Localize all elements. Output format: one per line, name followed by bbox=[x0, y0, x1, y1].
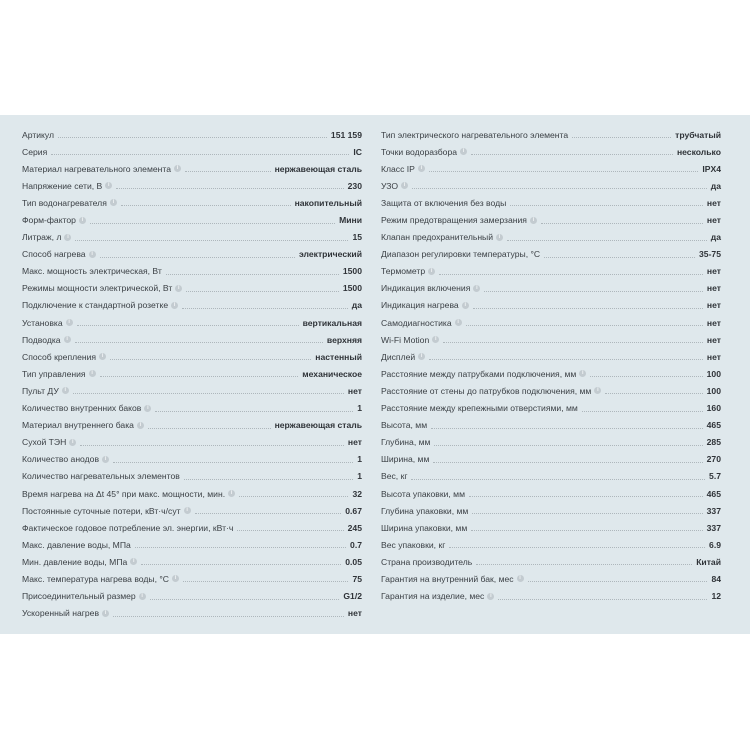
dotted-leader bbox=[237, 530, 343, 531]
spec-label: Вес упаковки, кг bbox=[381, 539, 446, 550]
spec-row bbox=[381, 177, 721, 194]
dotted-leader bbox=[484, 291, 703, 292]
spec-value: 337 bbox=[706, 522, 721, 533]
spec-value: 1 bbox=[357, 403, 362, 414]
spec-value: вертикальная bbox=[302, 317, 362, 328]
spec-label: Подключение к стандартной розетке bbox=[22, 300, 169, 311]
info-icon[interactable]: i bbox=[496, 234, 503, 241]
spec-label: Макс. мощность электрическая, Вт bbox=[22, 266, 162, 277]
spec-value: 465 bbox=[706, 420, 721, 431]
spec-value: IPX4 bbox=[702, 163, 721, 174]
info-icon[interactable]: i bbox=[99, 353, 106, 360]
info-icon[interactable]: i bbox=[102, 456, 109, 463]
dotted-leader bbox=[155, 411, 353, 412]
info-icon[interactable]: i bbox=[62, 387, 69, 394]
spec-row bbox=[381, 194, 721, 211]
dotted-leader bbox=[77, 325, 299, 326]
spec-row bbox=[381, 246, 721, 263]
info-icon[interactable]: i bbox=[64, 336, 71, 343]
dotted-leader bbox=[141, 564, 341, 565]
info-icon[interactable]: i bbox=[79, 217, 86, 224]
spec-value: 6.9 bbox=[709, 539, 721, 550]
spec-value: нержавеющая сталь bbox=[274, 420, 362, 431]
spec-row bbox=[381, 331, 721, 348]
spec-row bbox=[381, 588, 721, 605]
spec-label: Макс. давление воды, МПа bbox=[22, 539, 131, 550]
dotted-leader bbox=[469, 496, 703, 497]
spec-value: 75 bbox=[352, 573, 362, 584]
dotted-leader bbox=[541, 223, 703, 224]
spec-value: настенный bbox=[315, 351, 362, 362]
dotted-leader bbox=[135, 547, 346, 548]
spec-value: 32 bbox=[352, 488, 362, 499]
spec-value: 35-75 bbox=[699, 249, 721, 260]
spec-value: 5.7 bbox=[709, 471, 721, 482]
dotted-leader bbox=[75, 342, 323, 343]
spec-value: 230 bbox=[347, 180, 362, 191]
dotted-leader bbox=[166, 274, 339, 275]
dotted-leader bbox=[473, 308, 703, 309]
dotted-leader bbox=[195, 513, 342, 514]
specs-panel bbox=[0, 115, 750, 634]
spec-label: УЗО bbox=[381, 180, 399, 191]
spec-label: Количество анодов bbox=[22, 454, 100, 465]
spec-row bbox=[22, 570, 362, 587]
spec-label: Установка bbox=[22, 317, 63, 328]
spec-row bbox=[22, 417, 362, 434]
spec-row bbox=[381, 263, 721, 280]
info-icon[interactable]: i bbox=[69, 439, 76, 446]
spec-row bbox=[22, 177, 362, 194]
spec-row bbox=[381, 297, 721, 314]
spec-row bbox=[381, 570, 721, 587]
spec-row bbox=[381, 160, 721, 177]
spec-label: Тип электрического нагревательного элемента bbox=[381, 129, 569, 140]
dotted-leader bbox=[116, 188, 343, 189]
dotted-leader bbox=[150, 599, 340, 600]
dotted-leader bbox=[51, 154, 349, 155]
spec-value: несколько bbox=[676, 146, 721, 157]
spec-label: Сухой ТЭН bbox=[22, 437, 67, 448]
dotted-leader bbox=[434, 445, 702, 446]
info-icon[interactable]: i bbox=[130, 558, 137, 565]
dotted-leader bbox=[439, 274, 703, 275]
spec-value: 151 159 bbox=[330, 129, 362, 140]
spec-label: Тип водонагревателя bbox=[22, 197, 107, 208]
info-icon[interactable]: i bbox=[228, 490, 235, 497]
spec-label: Клапан предохранительный bbox=[381, 232, 494, 243]
spec-value: 12 bbox=[711, 591, 721, 602]
spec-row bbox=[381, 502, 721, 519]
spec-label: Время нагрева на Δt 45° при макс. мощности, мин. bbox=[22, 488, 226, 499]
spec-value: IC bbox=[353, 146, 362, 157]
spec-label: Точки водоразбора bbox=[381, 146, 458, 157]
spec-row bbox=[381, 536, 721, 553]
spec-value: нет bbox=[347, 385, 362, 396]
info-icon[interactable]: i bbox=[432, 336, 439, 343]
dotted-leader bbox=[182, 308, 348, 309]
spec-row bbox=[381, 519, 721, 536]
info-icon[interactable]: i bbox=[517, 575, 524, 582]
spec-value: 100 bbox=[706, 385, 721, 396]
dotted-leader bbox=[466, 325, 703, 326]
spec-value: нет bbox=[706, 283, 721, 294]
spec-label: Фактическое годовое потребление эл. энергии, кВт·ч bbox=[22, 522, 234, 533]
spec-label: Режимы мощности электрической, Вт bbox=[22, 283, 173, 294]
dotted-leader bbox=[443, 342, 703, 343]
spec-label: Форм-фактор bbox=[22, 215, 76, 226]
spec-row bbox=[22, 588, 362, 605]
spec-value: 1500 bbox=[342, 283, 362, 294]
spec-row bbox=[381, 400, 721, 417]
spec-row bbox=[381, 382, 721, 399]
spec-label: Wi-Fi Motion bbox=[381, 334, 430, 345]
spec-value: 100 bbox=[706, 368, 721, 379]
dotted-leader bbox=[186, 291, 339, 292]
spec-row bbox=[22, 211, 362, 228]
spec-value: верхняя bbox=[326, 334, 362, 345]
dotted-leader bbox=[449, 547, 705, 548]
info-icon[interactable]: i bbox=[137, 422, 144, 429]
spec-value: Китай bbox=[696, 556, 721, 567]
dotted-leader bbox=[58, 137, 327, 138]
dotted-leader bbox=[100, 376, 299, 377]
info-icon[interactable]: i bbox=[105, 182, 112, 189]
spec-row bbox=[22, 451, 362, 468]
spec-row bbox=[22, 502, 362, 519]
spec-label: Ускоренный нагрев bbox=[22, 608, 100, 619]
dotted-leader bbox=[471, 530, 702, 531]
spec-label: Подводка bbox=[22, 334, 61, 345]
spec-label: Класс IP bbox=[381, 163, 415, 174]
dotted-leader bbox=[113, 616, 344, 617]
spec-value: нет bbox=[347, 437, 362, 448]
spec-row bbox=[22, 160, 362, 177]
dotted-leader bbox=[110, 359, 311, 360]
dotted-leader bbox=[528, 581, 708, 582]
spec-value: 285 bbox=[706, 437, 721, 448]
dotted-leader bbox=[429, 359, 703, 360]
spec-value: 0.7 bbox=[350, 539, 362, 550]
spec-label: Материал внутреннего бака bbox=[22, 420, 134, 431]
spec-row bbox=[22, 314, 362, 331]
spec-row bbox=[22, 434, 362, 451]
info-icon[interactable]: i bbox=[487, 593, 494, 600]
spec-row bbox=[381, 229, 721, 246]
spec-label: Ширина, мм bbox=[381, 454, 430, 465]
dotted-leader bbox=[148, 428, 271, 429]
dotted-leader bbox=[73, 393, 344, 394]
spec-value: нет bbox=[706, 266, 721, 277]
spec-row bbox=[381, 553, 721, 570]
info-icon[interactable]: i bbox=[462, 302, 469, 309]
spec-value: нет bbox=[706, 334, 721, 345]
spec-label: Режим предотвращения замерзания bbox=[381, 215, 527, 226]
dotted-leader bbox=[80, 445, 344, 446]
info-icon[interactable]: i bbox=[594, 387, 601, 394]
dotted-leader bbox=[75, 240, 348, 241]
spec-row bbox=[22, 400, 362, 417]
spec-value: 84 bbox=[711, 573, 721, 584]
spec-row bbox=[22, 536, 362, 553]
spec-label: Присоединительный размер bbox=[22, 591, 136, 602]
spec-row bbox=[22, 485, 362, 502]
spec-value: да bbox=[351, 300, 362, 311]
dotted-leader bbox=[471, 154, 673, 155]
spec-row bbox=[381, 348, 721, 365]
spec-row bbox=[381, 143, 721, 160]
info-icon[interactable]: i bbox=[64, 234, 71, 241]
specs-column-left bbox=[22, 126, 362, 622]
spec-row bbox=[22, 468, 362, 485]
dotted-leader bbox=[590, 376, 702, 377]
info-icon[interactable]: i bbox=[172, 575, 179, 582]
info-icon[interactable]: i bbox=[418, 165, 425, 172]
spec-label: Способ нагрева bbox=[22, 249, 86, 260]
spec-value: Мини bbox=[339, 215, 362, 226]
dotted-leader bbox=[411, 479, 705, 480]
spec-row bbox=[22, 348, 362, 365]
spec-row bbox=[22, 143, 362, 160]
spec-label: Глубина, мм bbox=[381, 437, 431, 448]
spec-label: Расстояние между патрубками подключения, мм bbox=[381, 368, 577, 379]
spec-row bbox=[381, 365, 721, 382]
spec-label: Материал нагревательного элемента bbox=[22, 163, 172, 174]
dotted-leader bbox=[572, 137, 671, 138]
info-icon[interactable]: i bbox=[139, 593, 146, 600]
spec-label: Напряжение сети, В bbox=[22, 180, 103, 191]
info-icon[interactable]: i bbox=[110, 199, 117, 206]
spec-value: нет bbox=[706, 300, 721, 311]
spec-label: Индикация нагрева bbox=[381, 300, 459, 311]
spec-label: Дисплей bbox=[381, 351, 416, 362]
info-icon[interactable]: i bbox=[66, 319, 73, 326]
spec-label: Гарантия на изделие, мес bbox=[381, 591, 485, 602]
spec-row bbox=[381, 126, 721, 143]
spec-label: Страна производитель bbox=[381, 556, 473, 567]
spec-label: Защита от включения без воды bbox=[381, 197, 507, 208]
spec-label: Способ крепления bbox=[22, 351, 97, 362]
info-icon[interactable]: i bbox=[460, 148, 467, 155]
spec-row bbox=[22, 246, 362, 263]
spec-row bbox=[22, 553, 362, 570]
dotted-leader bbox=[121, 205, 291, 206]
spec-label: Макс. температура нагрева воды, °С bbox=[22, 573, 169, 584]
spec-label: Термометр bbox=[381, 266, 426, 277]
info-icon[interactable]: i bbox=[144, 405, 151, 412]
info-icon[interactable]: i bbox=[579, 370, 586, 377]
dotted-leader bbox=[184, 479, 353, 480]
info-icon[interactable]: i bbox=[428, 268, 435, 275]
info-icon[interactable]: i bbox=[418, 353, 425, 360]
info-icon[interactable]: i bbox=[473, 285, 480, 292]
spec-value: 15 bbox=[352, 232, 362, 243]
info-icon[interactable]: i bbox=[89, 370, 96, 377]
dotted-leader bbox=[185, 171, 271, 172]
spec-value: 0.05 bbox=[345, 556, 362, 567]
spec-row bbox=[22, 297, 362, 314]
spec-label: Глубина упаковки, мм bbox=[381, 505, 469, 516]
spec-value: нет bbox=[706, 215, 721, 226]
spec-value: 270 bbox=[706, 454, 721, 465]
dotted-leader bbox=[472, 513, 702, 514]
info-icon[interactable]: i bbox=[530, 217, 537, 224]
spec-value: да bbox=[710, 232, 721, 243]
spec-value: 465 bbox=[706, 488, 721, 499]
spec-label: Расстояние между крепежными отверстиями, мм bbox=[381, 403, 578, 414]
dotted-leader bbox=[605, 393, 702, 394]
spec-label: Количество нагревательных элементов bbox=[22, 471, 180, 482]
spec-row bbox=[381, 314, 721, 331]
spec-row bbox=[381, 451, 721, 468]
spec-value: накопительный bbox=[294, 197, 362, 208]
spec-row bbox=[381, 468, 721, 485]
spec-value: 0.67 bbox=[345, 505, 362, 516]
spec-value: электрический bbox=[298, 249, 362, 260]
spec-row bbox=[381, 485, 721, 502]
spec-row bbox=[22, 194, 362, 211]
spec-label: Гарантия на внутренний бак, мес bbox=[381, 573, 514, 584]
spec-row bbox=[22, 365, 362, 382]
spec-label: Высота упаковки, мм bbox=[381, 488, 465, 499]
spec-label: Количество внутренних баков bbox=[22, 403, 142, 414]
spec-label: Высота, мм bbox=[381, 420, 428, 431]
spec-row bbox=[22, 263, 362, 280]
info-icon[interactable]: i bbox=[89, 251, 96, 258]
dotted-leader bbox=[429, 171, 698, 172]
spec-label: Постоянные суточные потери, кВт·ч/сут bbox=[22, 505, 181, 516]
info-icon[interactable]: i bbox=[102, 610, 109, 617]
spec-value: 337 bbox=[706, 505, 721, 516]
specs-column-right bbox=[381, 126, 721, 605]
spec-row bbox=[22, 229, 362, 246]
dotted-leader bbox=[582, 411, 703, 412]
dotted-leader bbox=[498, 599, 707, 600]
info-icon[interactable]: i bbox=[171, 302, 178, 309]
dotted-leader bbox=[100, 257, 295, 258]
info-icon[interactable]: i bbox=[174, 165, 181, 172]
spec-value: 245 bbox=[347, 522, 362, 533]
spec-label: Диапазон регулировки температуры, °С bbox=[381, 249, 541, 260]
spec-row bbox=[22, 519, 362, 536]
spec-label: Самодиагностика bbox=[381, 317, 452, 328]
spec-label: Ширина упаковки, мм bbox=[381, 522, 468, 533]
spec-value: механическое bbox=[302, 368, 362, 379]
dotted-leader bbox=[239, 496, 348, 497]
dotted-leader bbox=[183, 581, 348, 582]
info-icon[interactable]: i bbox=[175, 285, 182, 292]
spec-row bbox=[22, 605, 362, 622]
spec-value: нет bbox=[706, 351, 721, 362]
spec-value: да bbox=[710, 180, 721, 191]
spec-label: Тип управления bbox=[22, 368, 86, 379]
spec-row bbox=[381, 434, 721, 451]
spec-row bbox=[381, 280, 721, 297]
spec-label: Литраж, л bbox=[22, 232, 62, 243]
spec-row bbox=[22, 280, 362, 297]
dotted-leader bbox=[544, 257, 695, 258]
spec-row bbox=[22, 382, 362, 399]
spec-value: нержавеющая сталь bbox=[274, 163, 362, 174]
spec-label: Пульт ДУ bbox=[22, 385, 59, 396]
spec-value: G1/2 bbox=[343, 591, 362, 602]
spec-value: трубчатый bbox=[675, 129, 721, 140]
spec-label: Артикул bbox=[22, 129, 55, 140]
dotted-leader bbox=[433, 462, 702, 463]
spec-row bbox=[22, 331, 362, 348]
spec-value: 1500 bbox=[342, 266, 362, 277]
spec-value: нет bbox=[706, 317, 721, 328]
dotted-leader bbox=[412, 188, 707, 189]
spec-row bbox=[381, 211, 721, 228]
spec-row bbox=[22, 126, 362, 143]
dotted-leader bbox=[507, 240, 707, 241]
dotted-leader bbox=[90, 223, 335, 224]
spec-value: 1 bbox=[357, 471, 362, 482]
dotted-leader bbox=[113, 462, 353, 463]
dotted-leader bbox=[510, 205, 703, 206]
spec-label: Серия bbox=[22, 146, 48, 157]
spec-label: Мин. давление воды, МПа bbox=[22, 556, 128, 567]
spec-value: нет bbox=[706, 197, 721, 208]
dotted-leader bbox=[431, 428, 703, 429]
spec-row bbox=[381, 417, 721, 434]
spec-label: Расстояние от стены до патрубков подключения, мм bbox=[381, 385, 592, 396]
spec-label: Индикация включения bbox=[381, 283, 471, 294]
dotted-leader bbox=[476, 564, 692, 565]
info-icon[interactable]: i bbox=[184, 507, 191, 514]
spec-label: Вес, кг bbox=[381, 471, 408, 482]
spec-value: 160 bbox=[706, 403, 721, 414]
spec-value: 1 bbox=[357, 454, 362, 465]
info-icon[interactable]: i bbox=[401, 182, 408, 189]
info-icon[interactable]: i bbox=[455, 319, 462, 326]
spec-value: нет bbox=[347, 608, 362, 619]
